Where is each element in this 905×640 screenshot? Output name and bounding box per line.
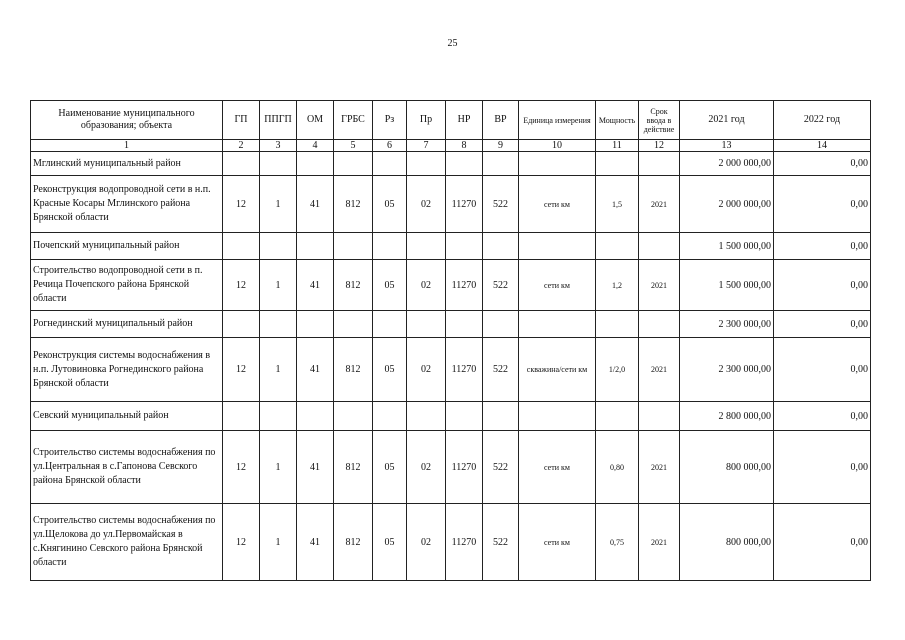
object-row	[31, 176, 871, 233]
row-name: Строительство системы водоснабжения по ул.Щелокова до ул.Первомайская в с.Княгинино Севского района Брянской области	[31, 504, 223, 581]
nr-cell: 11270	[446, 431, 483, 504]
ppgp-cell: 1	[260, 504, 297, 581]
term-cell: 2021	[639, 431, 680, 504]
grbs-cell: 812	[334, 176, 373, 233]
column-number: 7	[407, 140, 446, 152]
column-number: 14	[774, 140, 871, 152]
district-row	[31, 402, 871, 431]
column-number: 13	[680, 140, 774, 152]
column-number: 4	[297, 140, 334, 152]
pr-cell: 02	[407, 338, 446, 402]
unit-cell: сети км	[519, 504, 596, 581]
gp-cell: 12	[223, 338, 260, 402]
column-number-row	[31, 140, 871, 152]
ppgp-cell: 1	[260, 338, 297, 402]
unit-cell	[519, 233, 596, 260]
ppgp-cell	[260, 402, 297, 431]
unit-cell: скважина/сети км	[519, 338, 596, 402]
unit-cell: сети км	[519, 176, 596, 233]
gp-cell: 12	[223, 504, 260, 581]
om-cell	[297, 152, 334, 176]
column-number: 6	[373, 140, 407, 152]
grbs-cell	[334, 311, 373, 338]
pr-cell	[407, 311, 446, 338]
unit-cell	[519, 402, 596, 431]
nr-cell	[446, 402, 483, 431]
column-number: 8	[446, 140, 483, 152]
header-grbs: ГРБС	[334, 101, 373, 140]
vr-cell	[483, 402, 519, 431]
header-rz: Рз	[373, 101, 407, 140]
amount-2021: 2 000 000,00	[680, 176, 774, 233]
vr-cell: 522	[483, 338, 519, 402]
power-cell: 1,2	[596, 260, 639, 311]
term-cell	[639, 311, 680, 338]
vr-cell: 522	[483, 260, 519, 311]
ppgp-cell: 1	[260, 176, 297, 233]
row-name: Реконструкция системы водоснабжения в н.п. Лутовиновка Рогнединского района Брянской области	[31, 338, 223, 402]
row-name: Мглинский муниципальный район	[31, 152, 223, 176]
grbs-cell: 812	[334, 431, 373, 504]
column-number: 3	[260, 140, 297, 152]
term-cell	[639, 233, 680, 260]
grbs-cell: 812	[334, 260, 373, 311]
amount-2021: 2 000 000,00	[680, 152, 774, 176]
amount-2022: 0,00	[774, 176, 871, 233]
district-row	[31, 152, 871, 176]
column-number: 5	[334, 140, 373, 152]
row-name: Строительство водопроводной сети в п. Речица Почепского района Брянской области	[31, 260, 223, 311]
pr-cell	[407, 152, 446, 176]
vr-cell: 522	[483, 176, 519, 233]
header-gp: ГП	[223, 101, 260, 140]
amount-2022: 0,00	[774, 152, 871, 176]
gp-cell: 12	[223, 176, 260, 233]
gp-cell: 12	[223, 431, 260, 504]
nr-cell	[446, 152, 483, 176]
term-cell	[639, 402, 680, 431]
district-row	[31, 233, 871, 260]
header-pr: Пр	[407, 101, 446, 140]
row-name: Строительство системы водоснабжения по ул.Центральная в с.Гапонова Севского района Брянской области	[31, 431, 223, 504]
header-name: Наименование муниципального образования; объекта	[31, 101, 223, 140]
rz-cell	[373, 152, 407, 176]
gp-cell	[223, 402, 260, 431]
row-name: Рогнединский муниципальный район	[31, 311, 223, 338]
amount-2022: 0,00	[774, 504, 871, 581]
row-name: Реконструкция водопроводной сети в н.п. Красные Косары Мглинского района Брянской области	[31, 176, 223, 233]
om-cell: 41	[297, 504, 334, 581]
column-number: 9	[483, 140, 519, 152]
row-name: Почепский муниципальный район	[31, 233, 223, 260]
header-power: Мощность	[596, 101, 639, 140]
budget-table	[30, 100, 871, 581]
om-cell	[297, 311, 334, 338]
vr-cell	[483, 152, 519, 176]
page-number: 25	[447, 38, 458, 49]
power-cell: 0,80	[596, 431, 639, 504]
header-row	[31, 101, 871, 140]
header-2022: 2022 год	[774, 101, 871, 140]
amount-2022: 0,00	[774, 402, 871, 431]
om-cell: 41	[297, 338, 334, 402]
object-row	[31, 260, 871, 311]
amount-2021: 1 500 000,00	[680, 260, 774, 311]
gp-cell	[223, 233, 260, 260]
power-cell	[596, 402, 639, 431]
nr-cell	[446, 233, 483, 260]
term-cell: 2021	[639, 504, 680, 581]
om-cell	[297, 402, 334, 431]
grbs-cell: 812	[334, 338, 373, 402]
om-cell: 41	[297, 431, 334, 504]
grbs-cell: 812	[334, 504, 373, 581]
om-cell: 41	[297, 260, 334, 311]
amount-2022: 0,00	[774, 311, 871, 338]
column-number: 1	[31, 140, 223, 152]
term-cell	[639, 152, 680, 176]
rz-cell	[373, 311, 407, 338]
grbs-cell	[334, 152, 373, 176]
unit-cell: сети км	[519, 431, 596, 504]
amount-2021: 2 800 000,00	[680, 402, 774, 431]
rz-cell	[373, 233, 407, 260]
column-number: 2	[223, 140, 260, 152]
pr-cell	[407, 233, 446, 260]
om-cell: 41	[297, 176, 334, 233]
header-term: Срок ввода в действие	[639, 101, 680, 140]
nr-cell: 11270	[446, 176, 483, 233]
object-row	[31, 504, 871, 581]
gp-cell: 12	[223, 260, 260, 311]
nr-cell	[446, 311, 483, 338]
rz-cell: 05	[373, 431, 407, 504]
pr-cell	[407, 402, 446, 431]
pr-cell: 02	[407, 504, 446, 581]
power-cell	[596, 152, 639, 176]
grbs-cell	[334, 233, 373, 260]
vr-cell	[483, 233, 519, 260]
column-number: 10	[519, 140, 596, 152]
ppgp-cell	[260, 233, 297, 260]
object-row	[31, 338, 871, 402]
amount-2021: 2 300 000,00	[680, 338, 774, 402]
power-cell: 1,5	[596, 176, 639, 233]
nr-cell: 11270	[446, 504, 483, 581]
row-name: Севский муниципальный район	[31, 402, 223, 431]
amount-2022: 0,00	[774, 260, 871, 311]
ppgp-cell: 1	[260, 431, 297, 504]
ppgp-cell	[260, 311, 297, 338]
header-2021: 2021 год	[680, 101, 774, 140]
column-number: 12	[639, 140, 680, 152]
header-nr: НР	[446, 101, 483, 140]
om-cell	[297, 233, 334, 260]
unit-cell: сети км	[519, 260, 596, 311]
term-cell: 2021	[639, 338, 680, 402]
power-cell: 1/2,0	[596, 338, 639, 402]
amount-2021: 1 500 000,00	[680, 233, 774, 260]
rz-cell	[373, 402, 407, 431]
amount-2021: 2 300 000,00	[680, 311, 774, 338]
rz-cell: 05	[373, 338, 407, 402]
ppgp-cell	[260, 152, 297, 176]
header-om: ОМ	[297, 101, 334, 140]
unit-cell	[519, 152, 596, 176]
rz-cell: 05	[373, 504, 407, 581]
grbs-cell	[334, 402, 373, 431]
term-cell: 2021	[639, 260, 680, 311]
power-cell	[596, 311, 639, 338]
header-unit: Единица измерения	[519, 101, 596, 140]
vr-cell	[483, 311, 519, 338]
unit-cell	[519, 311, 596, 338]
amount-2022: 0,00	[774, 233, 871, 260]
column-number: 11	[596, 140, 639, 152]
vr-cell: 522	[483, 504, 519, 581]
header-ppgp: ППГП	[260, 101, 297, 140]
rz-cell: 05	[373, 260, 407, 311]
amount-2022: 0,00	[774, 431, 871, 504]
amount-2021: 800 000,00	[680, 504, 774, 581]
vr-cell: 522	[483, 431, 519, 504]
district-row	[31, 311, 871, 338]
gp-cell	[223, 152, 260, 176]
pr-cell: 02	[407, 431, 446, 504]
object-row	[31, 431, 871, 504]
table-body	[31, 152, 871, 581]
ppgp-cell: 1	[260, 260, 297, 311]
power-cell: 0,75	[596, 504, 639, 581]
amount-2021: 800 000,00	[680, 431, 774, 504]
rz-cell: 05	[373, 176, 407, 233]
amount-2022: 0,00	[774, 338, 871, 402]
power-cell	[596, 233, 639, 260]
term-cell: 2021	[639, 176, 680, 233]
gp-cell	[223, 311, 260, 338]
header-vr: ВР	[483, 101, 519, 140]
nr-cell: 11270	[446, 338, 483, 402]
nr-cell: 11270	[446, 260, 483, 311]
pr-cell: 02	[407, 176, 446, 233]
pr-cell: 02	[407, 260, 446, 311]
